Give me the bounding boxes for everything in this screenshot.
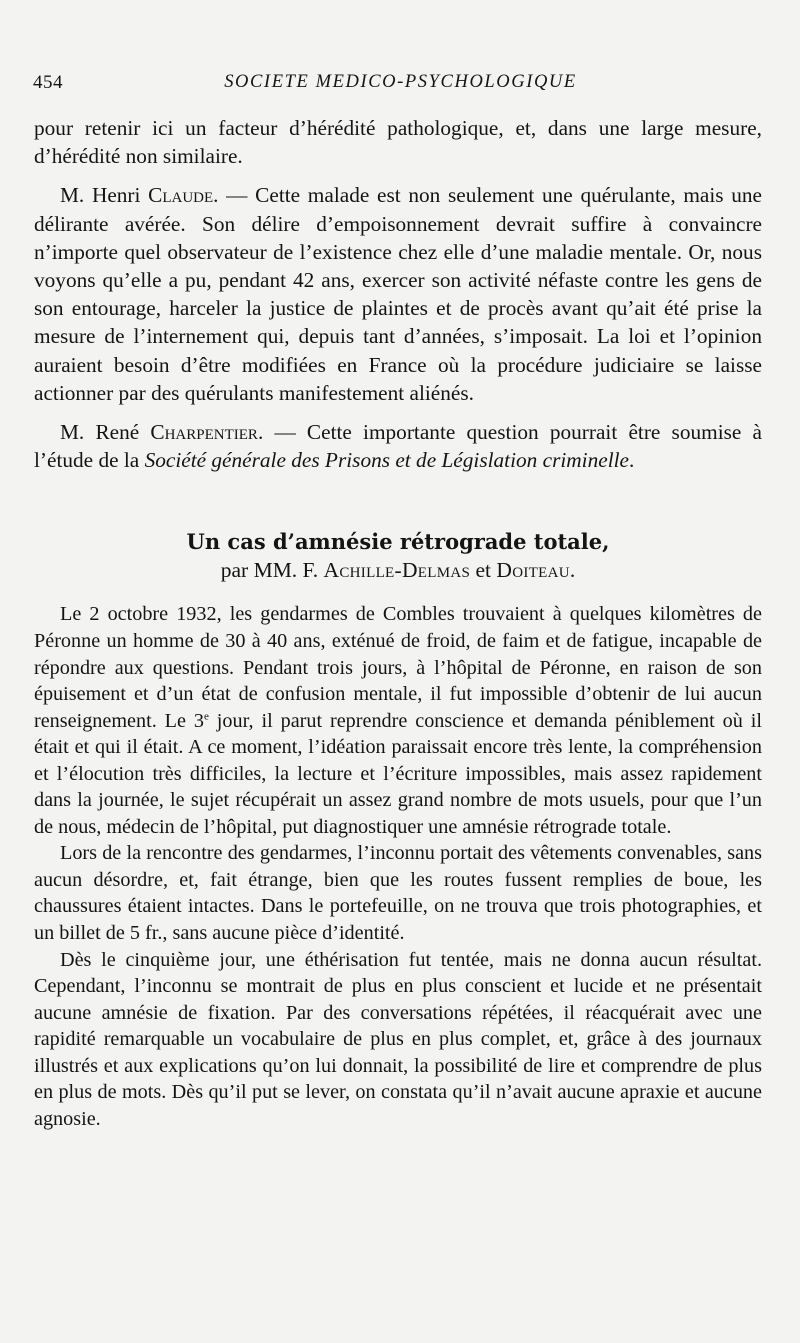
body-paragraph-3 [34,947,762,1133]
paragraph-charpentier [34,418,762,474]
paragraph-text: Dès le cinquième jour, une éthérisation fut tentée, mais ne donna aucun résultat. Cependant, l’inconnu se montrait de plus en plus conscient et lucide et ne présentait aucune amnésie de fixation. Par des conversations répétées, il réacquérait avec une rapidité remarquable un vocabulaire de plus en plus complet, et, grâce à des journaux illustrés et aux explications qu’on lui donnait, la possibilité de lire et comprendre de plus en plus de mots. Dès qu’il put se lever, on constata qu’il n’avait aucune apraxie et aucune agnosie. [34,948,762,1130]
body-paragraph-1 [34,601,762,840]
running-head: SOCIETE MEDICO-PSYCHOLOGIQUE [224,72,577,92]
body-paragraph-2 [34,840,762,946]
speaker-prefix: M. René [60,420,151,445]
speaker-name: Charpentier [150,420,258,445]
paragraph-text: pour retenir ici un facteur d’hérédité pathologique, et, dans une large mesure, d’hérédité non similaire. [34,116,762,169]
article-title: Un cas d’amnésie rétrograde totale, [186,529,610,555]
paragraph-text: Lors de la rencontre des gendarmes, l’inconnu portait des vêtements convenables, sans aucun désordre, et, fait étrange, bien que les routes fussent remplies de boue, les chaussures étaient intactes. Dans le portefeuille, on ne trouva que trois photographies, et un billet de 5 fr., sans aucune pièce d’identité. [34,842,762,944]
author-name: Achille-Delmas [323,558,471,583]
paragraph-continuation [34,114,762,170]
article-authors [34,556,762,585]
page-number: 454 [33,72,63,93]
superscript: e [203,709,209,722]
authors-suffix: . [569,558,576,583]
page-header [33,72,768,100]
paragraph-text: jour, il parut reprendre conscience et demanda péniblement où il était et qui il était. A ce moment, l’idéation paraissait encore très lente, la compréhension et l’élocution très difficiles, la lecture et l’écriture impossibles, mais assez rapidement dans la journée, le sujet récupérait un assez grand nombre de mots usuels, pour que l’un de nous, médecin de l’hôpital, put diagnostiquer une amnésie rétrograde totale. [34,709,762,838]
page-content [34,114,762,1132]
speaker-name: Claude [148,183,214,208]
paragraph-claude [34,181,762,407]
paragraph-text-end: . [628,448,635,473]
author-name: Doiteau [496,558,570,583]
authors-conjunction: et [470,558,497,583]
speaker-prefix: M. Henri [60,183,149,208]
paragraph-text: . — Cette importante question pourrait être soumise à l’étude de la [34,420,762,473]
authors-prefix: par MM. F. [220,558,324,583]
article-heading [34,528,762,585]
paragraph-text: . — Cette malade est non seulement une quérulante, mais une délirante avérée. Son délire d’empoisonnement devrait suffire à convaincre n’importe quel observateur de l’existence chez elle d’une maladie mentale. Or, nous voyons qu’elle a pu, pendant 42 ans, exercer son activité néfaste contre les gens de son entourage, harceler la justice de plaintes et de procès avant qu’ait été prise la mesure de l’internement qui, depuis tant d’années, s’imposait. La loi et l’opinion auraient besoin d’être modifiées en France où la procédure judiciaire se laisse actionner par des quérulants manifestement aliénés. [34,183,762,405]
society-name-italic: Société générale des Prisons et de Législation criminelle [144,448,629,473]
paragraph-text: Le 2 octobre 1932, les gendarmes de Combles trouvaient à quelques kilomètres de Péronne un homme de 30 à 40 ans, exténué de froid, de faim et de fatigue, incapable de répondre aux questions. Pendant trois jours, à l’hôpital de Péronne, en raison de son épuisement et d’un état de confusion mentale, il fut impossible d’obtenir de lui aucun renseignement. Le 3 [34,603,762,732]
